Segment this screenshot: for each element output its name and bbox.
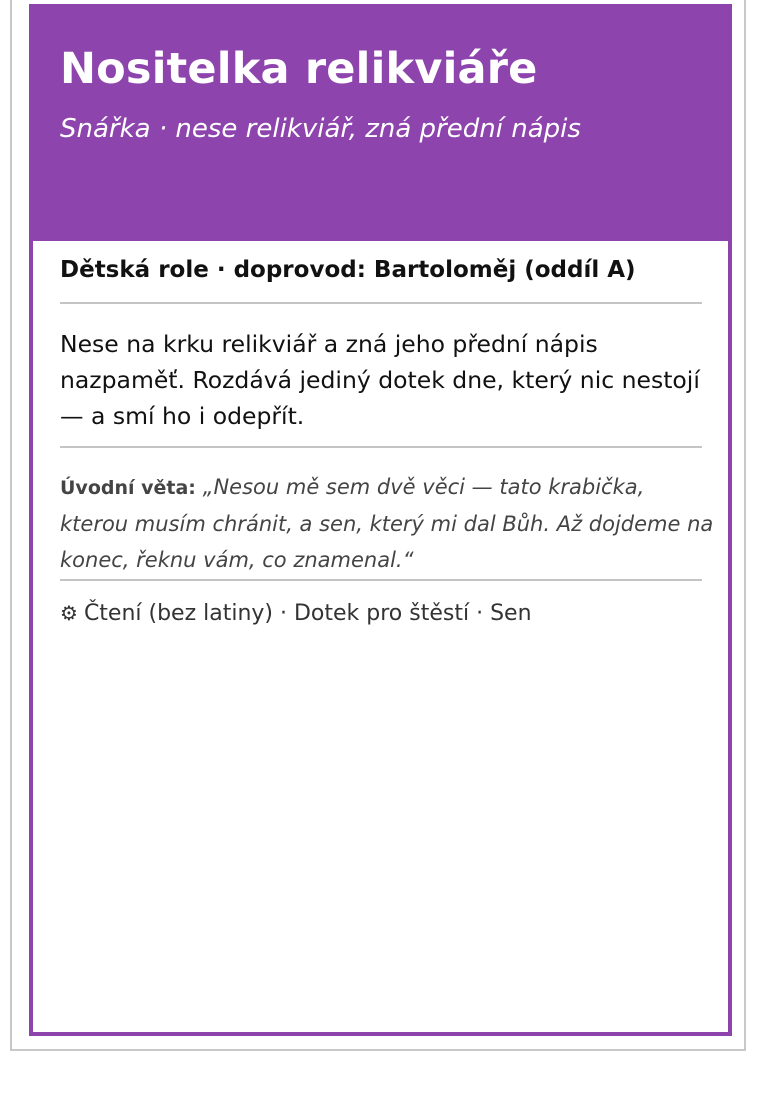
opening-quote: „Nesou mě sem dvě věci — tato krabička, kterou musím chránit, a sen, který mi dal Bůh. Až dojdeme na konec, řeknu vám, co znamenal.“ [60,475,714,572]
card-subtitle: Snářka · nese relikviář, zná přední nápis [60,114,581,144]
card-title: Nositelka relikviáře [60,44,538,94]
role-line: Dětská role · doprovod: Bartoloměj (oddíl A) [60,257,636,283]
gear-icon: ⚙ [60,601,78,625]
divider [60,446,702,448]
role-description: Nese na krku relikviář a zná jeho přední nápis nazpaměť. Rozdává jediný dotek dne, který nic nestojí — a smí ho i odepřít. [60,330,700,430]
role-card [29,4,732,1036]
skills-line [60,601,532,626]
card-header [33,8,728,241]
divider [60,579,702,581]
skills-text: Čtení (bez latiny) · Dotek pro štěstí · Sen [83,601,532,626]
opening-label: Úvodní věta: [60,477,196,499]
divider [60,302,702,304]
opening-line [60,469,715,578]
